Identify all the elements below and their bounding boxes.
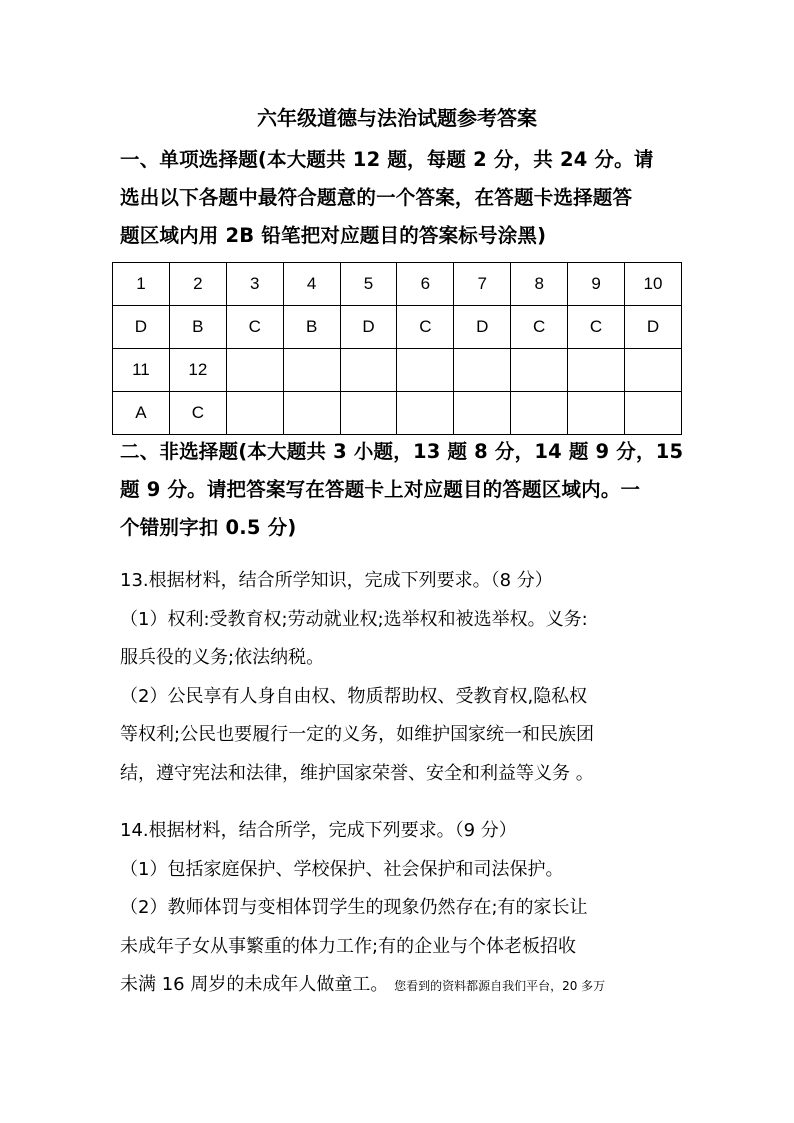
answer-table-cell — [454, 392, 511, 435]
answer-table-cell: D — [113, 306, 170, 349]
answer-table-cell: B — [283, 306, 340, 349]
answer-table-cell: 6 — [397, 263, 454, 306]
answer-table-row — [113, 306, 682, 349]
answer-table-cell: C — [511, 306, 568, 349]
q14-line: （2）教师体罚与变相体罚学生的现象仍然存在;有的家长让 — [120, 897, 588, 918]
section-2-line: 个错别字扣 0.5 分) — [120, 516, 297, 539]
q13-line: 服兵役的义务;依法纳税。 — [120, 647, 325, 668]
answer-table-cell: D — [625, 306, 682, 349]
answer-table-cell — [397, 349, 454, 392]
source-note: 您看到的资料都源自我们平台，20 多万 — [394, 979, 606, 993]
answer-table-cell: 10 — [625, 263, 682, 306]
answer-table-cell — [283, 349, 340, 392]
answer-table-cell — [340, 392, 397, 435]
document-title: 六年级道德与法治试题参考答案 — [257, 106, 537, 130]
answer-table-cell: 9 — [568, 263, 625, 306]
answer-table-cell: 7 — [454, 263, 511, 306]
answer-table-cell — [511, 392, 568, 435]
q13-line: （1）权利:受教育权;劳动就业权;选举权和被选举权。义务: — [120, 608, 588, 630]
answer-table-cell: A — [113, 392, 170, 435]
q13-line: 等权利;公民也要履行一定的义务，如维护国家统一和民族团 — [120, 724, 595, 745]
answer-table-cell: 8 — [511, 263, 568, 306]
question-13-answer — [120, 562, 690, 793]
answer-table-cell — [568, 349, 625, 392]
section-2-line: 二、非选择题(本大题共 3 小题，13 题 8 分，14 题 9 分，15 — [120, 440, 684, 463]
question-14-answer — [120, 812, 690, 1006]
answer-table-cell: 11 — [113, 349, 170, 392]
q13-line: 13.根据材料，结合所学知识，完成下列要求。（8 分） — [120, 570, 553, 591]
q14-line: 未成年子女从事繁重的体力工作;有的企业与个体老板招收 — [120, 935, 577, 957]
answer-table-cell — [625, 349, 682, 392]
section-1-line: 题区域内用 2B 铅笔把对应题目的答案标号涂黑) — [120, 224, 547, 247]
answer-table-cell — [511, 349, 568, 392]
answer-table-cell: 3 — [226, 263, 283, 306]
q14-line: （1）包括家庭保护、学校保护、社会保护和司法保护。 — [120, 858, 564, 880]
answer-table-cell — [568, 392, 625, 435]
answer-table-row — [113, 349, 682, 392]
answer-table-cell: B — [169, 306, 226, 349]
answer-table-cell: C — [226, 306, 283, 349]
answer-table-cell: 5 — [340, 263, 397, 306]
answer-table-cell: C — [568, 306, 625, 349]
q13-line: 结，遵守宪法和法律，维护国家荣誉、安全和利益等义务 。 — [120, 762, 594, 784]
section-2-line: 题 9 分。请把答案写在答题卡上对应题目的答题区域内。一 — [120, 478, 641, 501]
answer-table-row — [113, 263, 682, 306]
answer-table-cell: C — [169, 392, 226, 435]
answer-table-cell — [625, 392, 682, 435]
answer-table-cell — [283, 392, 340, 435]
answer-table-body — [113, 263, 682, 435]
answer-table-cell — [226, 349, 283, 392]
answer-table-cell: D — [340, 306, 397, 349]
answer-table-cell — [397, 392, 454, 435]
section-1-line: 选出以下各题中最符合题意的一个答案，在答题卡选择题答 — [120, 186, 633, 209]
section-1-line: 一、单项选择题(本大题共 12 题，每题 2 分，共 24 分。请 — [120, 148, 654, 171]
q14-last-line — [120, 966, 690, 1006]
section-2-heading — [120, 433, 684, 547]
answer-table-cell: 1 — [113, 263, 170, 306]
answer-table-cell: C — [397, 306, 454, 349]
q14-last-text: 未满 16 周岁的未成年人做童工。 — [120, 974, 389, 995]
answer-table-cell: 2 — [169, 263, 226, 306]
answer-table-row — [113, 392, 682, 435]
section-1-heading — [120, 141, 680, 255]
answer-table-cell: D — [454, 306, 511, 349]
answer-table-cell: 4 — [283, 263, 340, 306]
q13-line: （2）公民享有人身自由权、物质帮助权、受教育权,隐私权 — [120, 685, 588, 707]
answer-table-cell — [454, 349, 511, 392]
answer-table-cell — [340, 349, 397, 392]
q14-line: 14.根据材料，结合所学，完成下列要求。（9 分） — [120, 820, 517, 841]
answer-table-cell — [226, 392, 283, 435]
answer-table-cell: 12 — [169, 349, 226, 392]
answer-table — [112, 262, 682, 435]
